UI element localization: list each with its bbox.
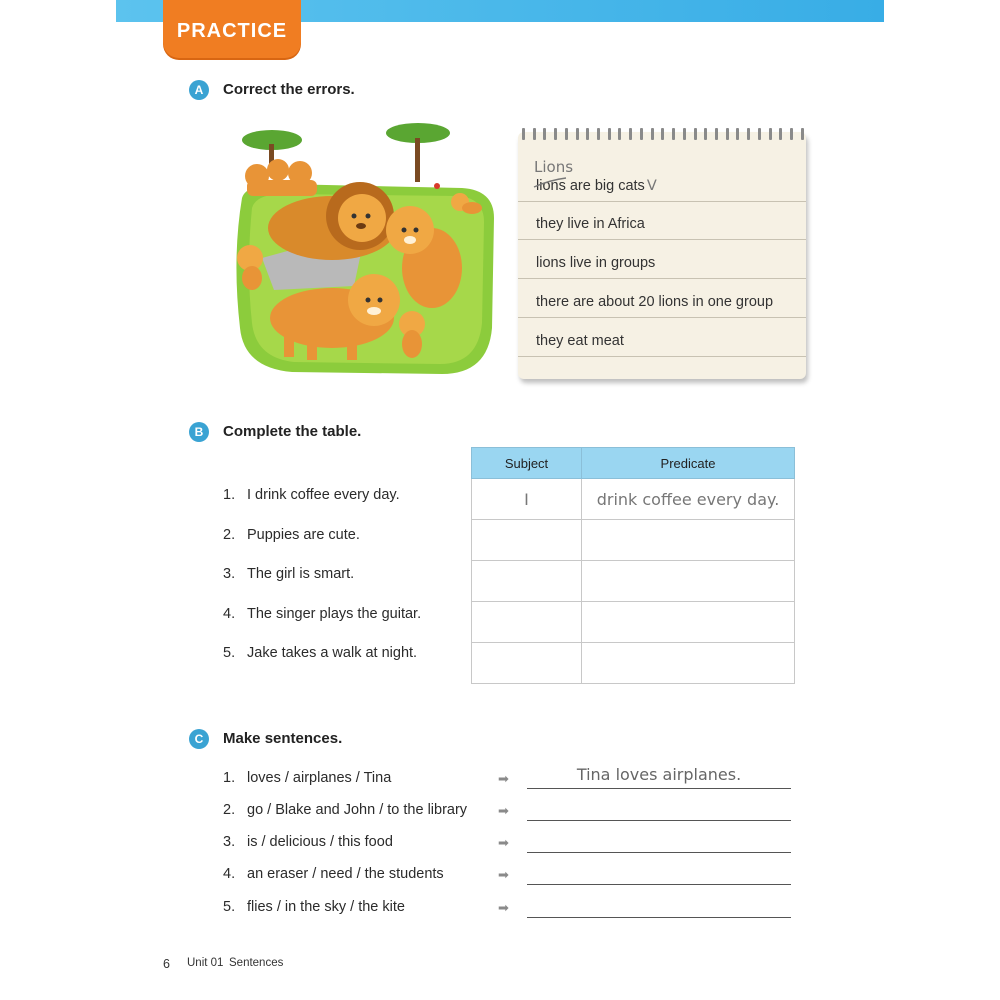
list-item: 1. loves / airplanes / Tina <box>223 770 392 786</box>
list-item: 4. The singer plays the guitar. <box>223 606 422 622</box>
subject-cell[interactable]: I <box>472 479 582 520</box>
answer-line[interactable] <box>527 820 791 821</box>
predicate-header: Predicate <box>582 448 795 479</box>
subject-cell[interactable] <box>472 643 582 684</box>
notebook-rule <box>518 356 806 357</box>
list-item: 5. flies / in the sky / the kite <box>223 899 405 915</box>
notebook-rings <box>522 128 804 142</box>
list-item: 4. an eraser / need / the students <box>223 866 444 882</box>
predicate-cell[interactable] <box>582 602 795 643</box>
table-row <box>472 520 795 561</box>
arrow-right-icon: ➡ <box>498 867 509 882</box>
answer-line[interactable] <box>527 884 791 885</box>
section-b-badge: B <box>189 422 209 442</box>
practice-tab: PRACTICE <box>163 0 301 58</box>
table-row <box>472 602 795 643</box>
predicate-cell[interactable] <box>582 561 795 602</box>
page-number: 6 <box>163 957 170 971</box>
predicate-cell[interactable] <box>582 520 795 561</box>
notebook-rule <box>518 317 806 318</box>
notebook-line-2: they live in Africa <box>536 216 645 232</box>
footer-unit: Unit 01 <box>187 957 224 969</box>
checkmark-icon: V <box>646 178 657 194</box>
arrow-right-icon: ➡ <box>498 771 509 786</box>
section-c-badge: C <box>189 729 209 749</box>
predicate-cell[interactable] <box>582 643 795 684</box>
predicate-cell[interactable]: drink coffee every day. <box>582 479 795 520</box>
answer-line[interactable] <box>527 852 791 853</box>
arrow-right-icon: ➡ <box>498 835 509 850</box>
notebook-line-5: they eat meat <box>536 333 624 349</box>
notebook-rule <box>518 239 806 240</box>
section-a-badge: A <box>189 80 209 100</box>
list-item: 1. I drink coffee every day. <box>223 487 400 503</box>
notebook-rule <box>518 201 806 202</box>
answer-text: Tina loves airplanes. <box>576 765 742 784</box>
answer-line[interactable] <box>527 917 791 918</box>
table-row <box>472 643 795 684</box>
answer-line[interactable] <box>527 788 791 789</box>
notebook-line-4: there are about 20 lions in one group <box>536 294 774 310</box>
section-a-title: Correct the errors. <box>223 81 355 98</box>
notebook <box>518 132 806 379</box>
notebook-line-3: lions live in groups <box>536 255 656 271</box>
lion-family-illustration <box>222 118 500 380</box>
section-b-title: Complete the table. <box>223 423 362 440</box>
subject-predicate-table <box>471 447 795 684</box>
list-item: 3. The girl is smart. <box>223 566 355 582</box>
notebook-line-1: lions are big cats V <box>536 178 657 194</box>
subject-cell[interactable] <box>472 561 582 602</box>
list-item: 2. Puppies are cute. <box>223 527 360 543</box>
list-item: 5. Jake takes a walk at night. <box>223 645 418 661</box>
list-item: 3. is / delicious / this food <box>223 834 393 850</box>
handwritten-correction: Lions <box>534 158 574 176</box>
subject-cell[interactable] <box>472 602 582 643</box>
list-item: 2. go / Blake and John / to the library <box>223 802 468 818</box>
strikethrough-mark <box>532 176 572 190</box>
notebook-rule <box>518 278 806 279</box>
subject-cell[interactable] <box>472 520 582 561</box>
footer-unit-title: Sentences <box>229 957 284 969</box>
table-row <box>472 561 795 602</box>
section-c-title: Make sentences. <box>223 730 343 747</box>
subject-header: Subject <box>472 448 582 479</box>
arrow-right-icon: ➡ <box>498 900 509 915</box>
arrow-right-icon: ➡ <box>498 803 509 818</box>
table-row <box>472 479 795 520</box>
